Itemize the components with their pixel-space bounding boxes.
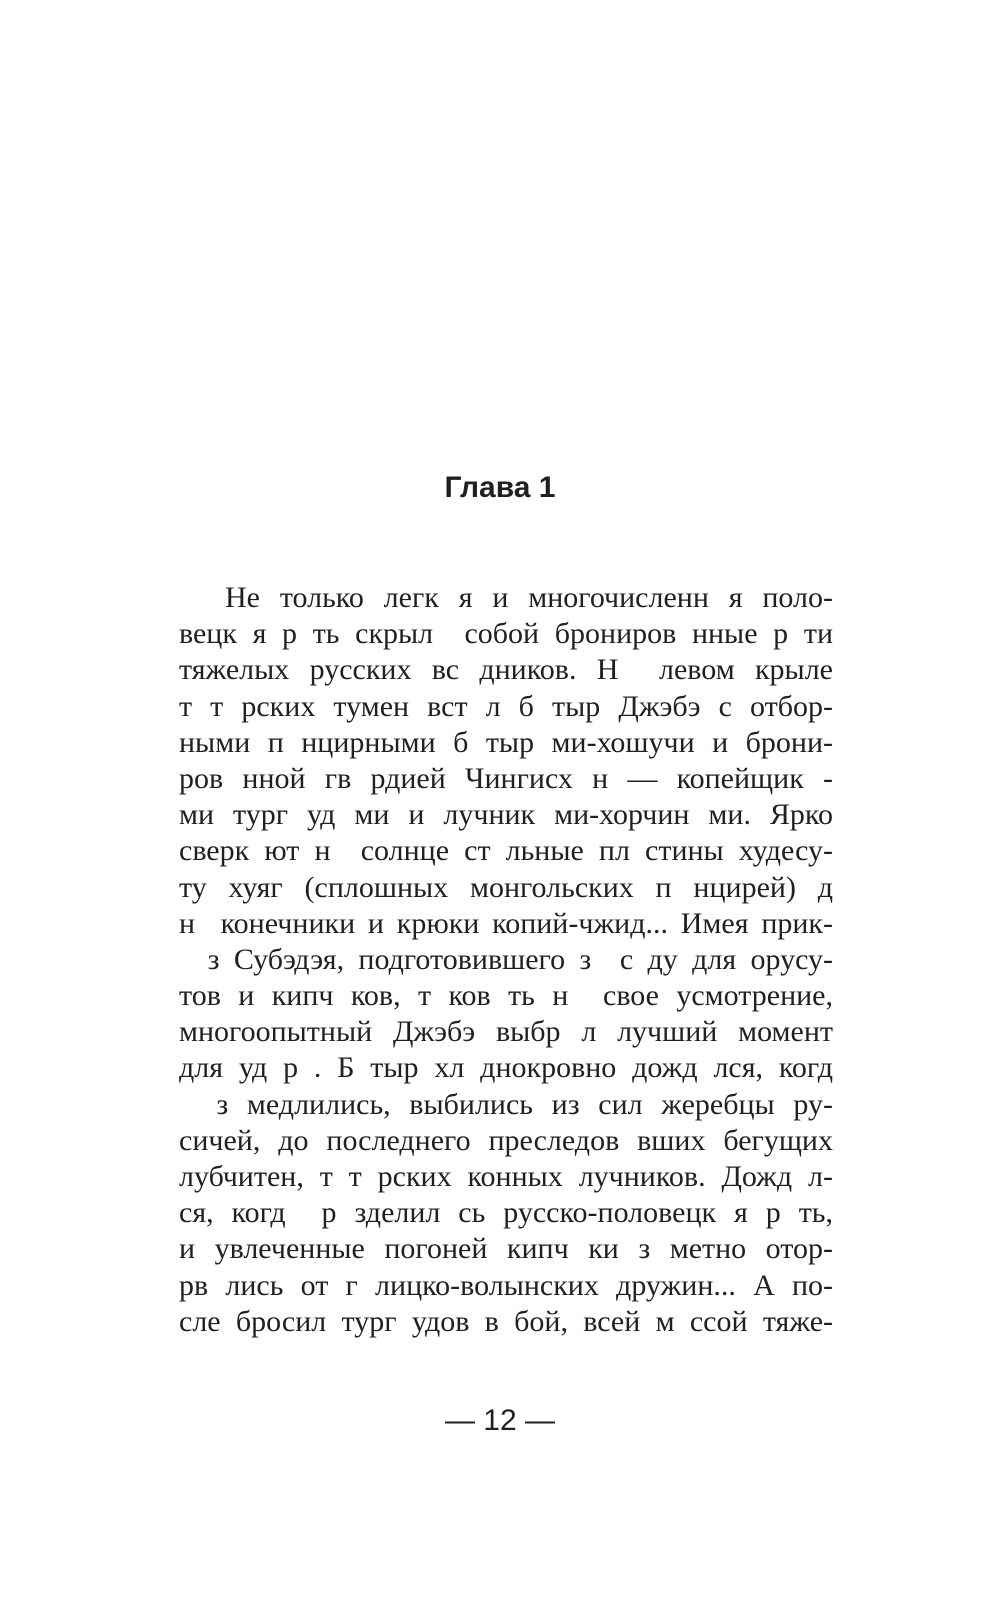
text-line: ми тург уд ми и лучник ми-хорчин ми. Ярко bbox=[179, 798, 833, 832]
text-line: ров нной гв рдией Чингисх н — копейщик - bbox=[179, 761, 833, 795]
text-line: ся, когд р зделил сь русско-половецк я р ть, bbox=[179, 1196, 833, 1230]
text-line: ту хуяг (сплошных монгольских п нцирей) д bbox=[179, 870, 833, 904]
text-line: тов и кипч ков, т ков ть н свое усмотрение, bbox=[179, 979, 833, 1013]
text-line: з медлились, выбились из сил жеребцы ру- bbox=[179, 1087, 833, 1121]
page-number: — 12 — bbox=[444, 1404, 556, 1437]
text-line: Не только легк я и многочисленн я поло- bbox=[225, 581, 833, 614]
text-line: ными п нцирными б тыр ми-хошучи и брони- bbox=[179, 725, 833, 759]
text-line: тяжелых русских вс дников. Н левом крыле bbox=[179, 653, 833, 687]
text-line: н конечники и крюки копий-чжид... Имея прик- bbox=[179, 906, 833, 940]
text-line: рв лись от г лицко-волынских дружин... А по- bbox=[179, 1268, 833, 1302]
text-line: вецк я р ть скрыл собой брониров нные р ти bbox=[179, 617, 833, 651]
text-line: сле бросил тург удов в бой, всей м ссой тяже- bbox=[179, 1304, 833, 1338]
text-line: многоопытный Джэбэ выбр л лучший момент bbox=[179, 1015, 833, 1049]
text-line: для уд р . Б тыр хл днокровно дожд лся, когд bbox=[179, 1051, 833, 1085]
text-line: лубчитен, т т рских конных лучников. Дожд л- bbox=[179, 1160, 833, 1193]
chapter-title: Глава 1 bbox=[444, 471, 556, 504]
text-line: з Субэдэя, подготовившего з с ду для орусу- bbox=[179, 942, 833, 976]
text-line: сверк ют н солнце ст льные пл стины худесу- bbox=[179, 834, 833, 868]
chapter-body-text bbox=[179, 580, 833, 1340]
text-line: сичей, до последнего преследов вших бегущих bbox=[179, 1123, 833, 1157]
text-line: и увлеченные погоней кипч ки з метно отор- bbox=[179, 1232, 833, 1266]
text-line: т т рских тумен вст л б тыр Джэбэ с отбор- bbox=[179, 689, 833, 723]
